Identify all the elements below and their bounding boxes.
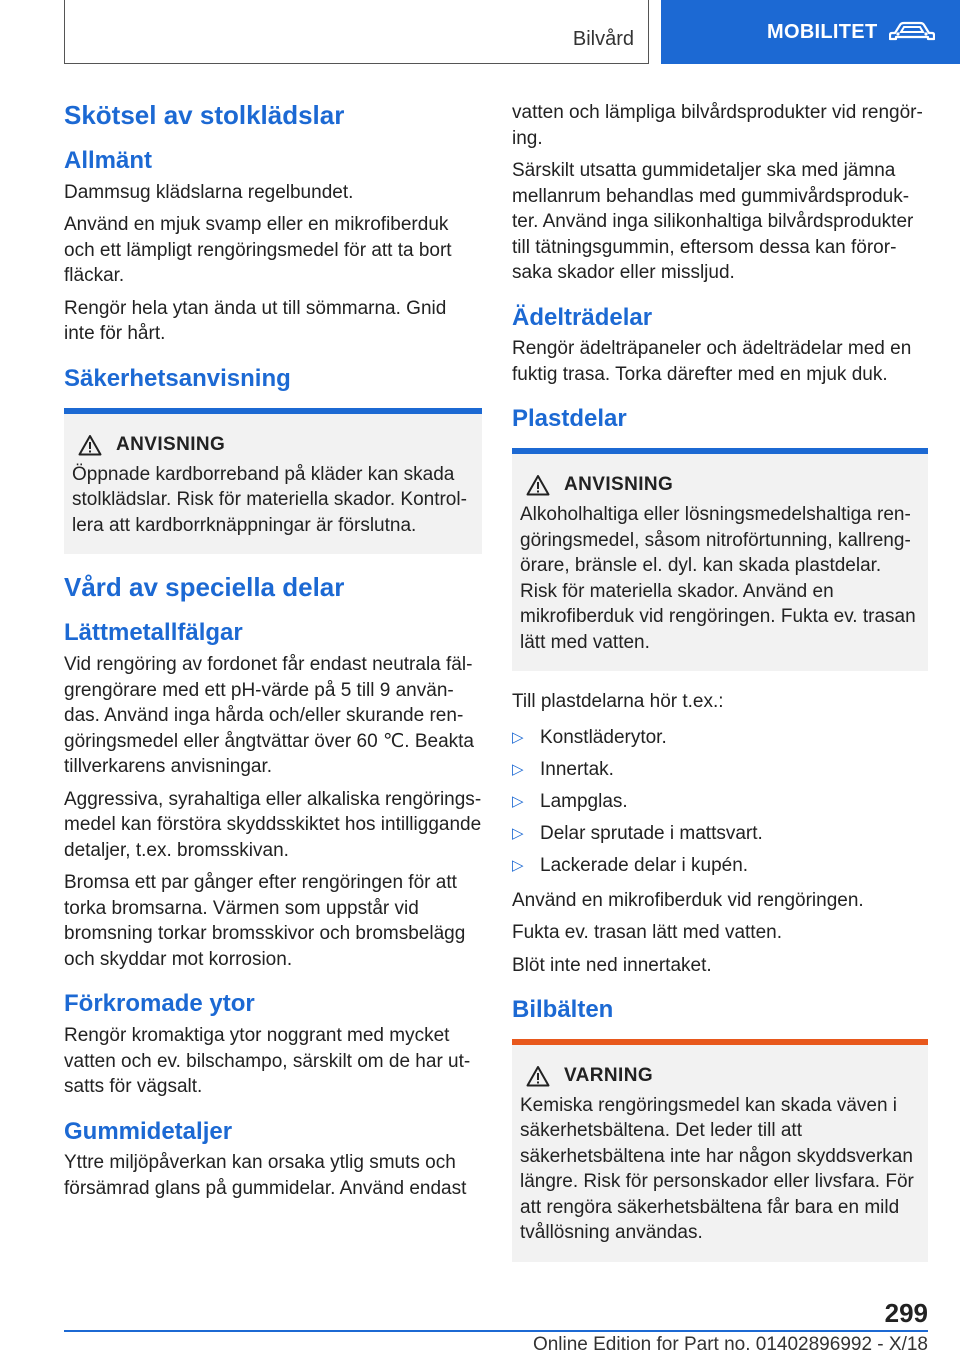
seat-cover-care-title: Skötsel av stolklädslar [64, 100, 345, 130]
general-paragraph-3: Rengör hela ytan ända ut till sömmarna. Gnid inte för hårt. [64, 297, 447, 345]
footer-edition: Online Edition for Part no. 01402896992 - X/18 [532, 1334, 928, 1355]
warning-text: Kemiska rengöringsmedel kan skada väven i säkerhetsbältena. Det leder till att säkerhetsbältena inte har någon skyddsverkan längre. Risk för personskador eller livsfara. För att rengöra säkerhetsbältena får bara en mild tvållösning användas. [520, 1094, 914, 1244]
alloy-wheels-heading: Lättmetallfälgar [64, 619, 243, 647]
notice-box-plastic [512, 448, 928, 671]
rubber-paragraph-2: Särskilt utsatta gummidetaljer ska med jämna mellanrum behandlas med gummivårdsprodukter. Använd inga silikonhaltiga bilvårdsprodukter till tätningsgummin, eftersom dessa kan förorsaka skador eller missljud. [512, 160, 914, 283]
notice-box-velcro [64, 408, 482, 555]
plastic-paragraph-2: Använd en mikrofiberduk vid rengöringen. [512, 889, 864, 911]
notice-text: Öppnade kardborreband på kläder kan skada stolklädslar. Risk för materiella skador. Kontrollera att kardborrknäppningar är förslutna. [72, 463, 467, 536]
list-item: ▷ Lampglas. [512, 786, 928, 818]
triangle-bullet-icon: ▷ [512, 760, 524, 778]
notice-title: ANVISNING [564, 474, 674, 496]
notice-title: ANVISNING [116, 433, 226, 455]
rubber-paragraph-1: Yttre miljöpåverkan kan orsaka ytlig smuts och försämrad glans på gummidelar. Använd endast [64, 1152, 467, 1199]
list-item: ▷ Innertak. [512, 754, 928, 786]
alloy-paragraph-1: Vid rengöring av fordonet får endast neutrala fälgrengörare med ett pH-värde på 5 till 9 användas. Använd inga hårda och/eller skurande rengöringsmedel eller ångtvättar över 60 ℃. Beakta tillverkarens anvisningar. [64, 654, 475, 778]
wood-heading: Ädelträdelar [512, 303, 653, 331]
list-item: ▷ Lackerade delar i kupén. [512, 850, 928, 882]
general-paragraph-1: Dammsug klädslarna regelbundet. [64, 181, 354, 203]
header-chapter-label: MOBILITET [767, 20, 878, 43]
alloy-paragraph-2: Aggressiva, syrahaltiga eller alkaliska rengöringsmedel kan förstöra skyddsskiktet hos intilliggande detaljer, t.ex. bromsskivan. [64, 788, 482, 861]
warning-box-seatbelts [512, 1039, 928, 1262]
triangle-bullet-icon: ▷ [512, 856, 524, 874]
list-item: ▷ Delar sprutade i mattsvart. [512, 818, 928, 850]
chrome-paragraph-1: Rengör kromaktiga ytor noggrant med mycket vatten och ev. bilschampo, särskilt om de har utsatts för vägsalt. [64, 1025, 471, 1098]
warning-title: VARNING [564, 1064, 654, 1086]
car-icon [889, 20, 935, 44]
warning-triangle-icon [526, 474, 550, 496]
left-column [64, 100, 482, 1208]
footer-divider [64, 1330, 928, 1332]
rubber-paragraph-1-cont: vatten och lämpliga bilvårdsprodukter vid rengöring. [512, 102, 923, 149]
rubber-heading: Gummidetaljer [64, 1117, 233, 1145]
seatbelts-heading: Bilbälten [512, 996, 614, 1024]
triangle-bullet-icon: ▷ [512, 792, 524, 810]
wood-paragraph-1: Rengör ädelträpaneler och ädelträdelar med en fuktig trasa. Torka därefter med en mjuk duk. [512, 338, 912, 385]
plastic-paragraph-3: Fukta ev. trasan lätt med vatten. [512, 922, 782, 944]
warning-triangle-icon [526, 1065, 550, 1087]
general-paragraph-2: Använd en mjuk svamp eller en mikrofiberduk och ett lämpligt rengöringsmedel för att ta bort fläckar. [64, 214, 452, 287]
general-heading: Allmänt [64, 147, 153, 175]
header-section-title: Bilvård [572, 28, 634, 50]
warning-triangle-icon [78, 434, 102, 456]
chrome-heading: Förkromade ytor [64, 990, 255, 1018]
notice-text: Alkoholhaltiga eller lösningsmedelshaltiga rengöringsmedel, såsom nitroförtunning, kallrengörare, bränsle el. dyl. kan skada plastdelar. Risk för materiella skador. Använd en mikrofiberduk vid rengöringen. Fukta ev. trasan lätt med vatten. [520, 504, 916, 653]
list-item: ▷ Konstläderytor. [512, 722, 928, 754]
plastic-paragraph-4: Blöt inte ned innertaket. [512, 954, 712, 976]
header-chapter-tab[interactable] [661, 0, 960, 64]
page-number: 299 [884, 1298, 928, 1328]
safety-heading: Säkerhetsanvisning [64, 364, 291, 392]
plastic-parts-list [512, 722, 928, 882]
triangle-bullet-icon: ▷ [512, 824, 524, 842]
plastic-heading: Plastdelar [512, 405, 627, 433]
alloy-paragraph-3: Bromsa ett par gånger efter rengöringen för att torka bromsarna. Värmen som uppstår vid bromsning torkar bromsskivor och bromsbelägg och skyddar mot korrosion. [64, 872, 466, 970]
right-column [512, 100, 928, 1280]
header-section-box [64, 0, 649, 64]
special-parts-title: Vård av speciella delar [64, 572, 345, 603]
plastic-intro: Till plastdelarna hör t.ex.: [512, 691, 724, 713]
triangle-bullet-icon: ▷ [512, 728, 524, 746]
